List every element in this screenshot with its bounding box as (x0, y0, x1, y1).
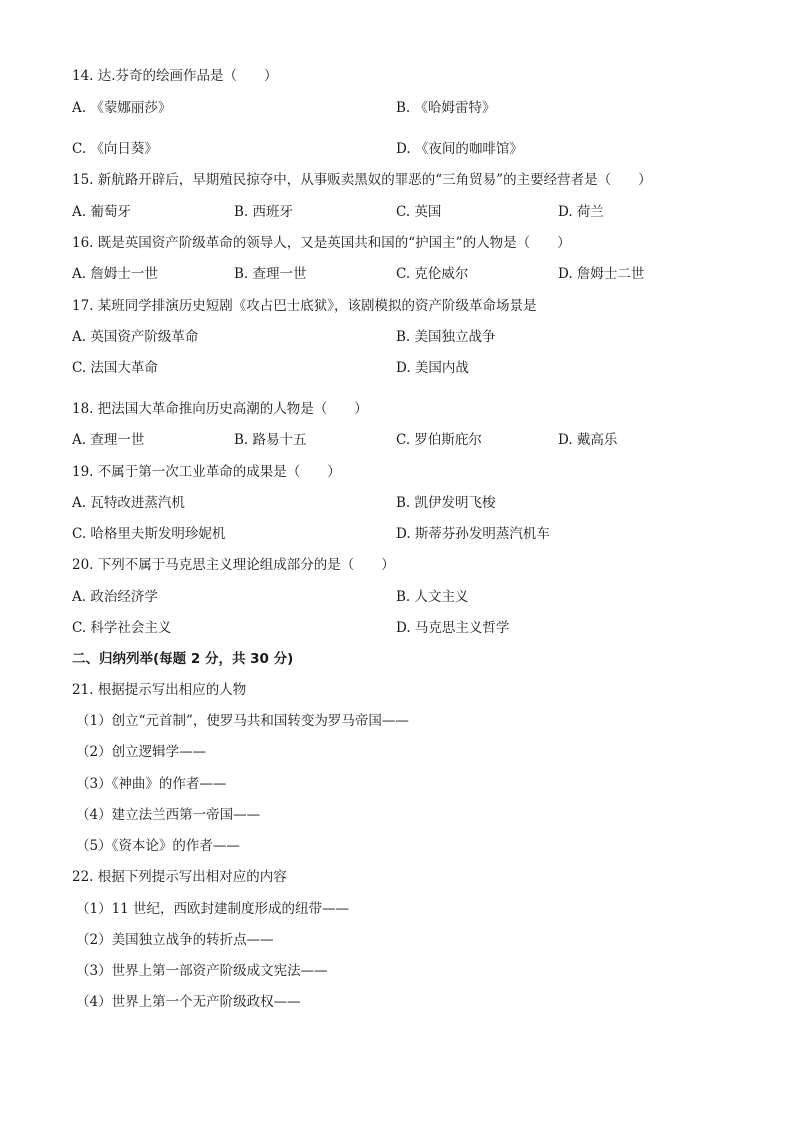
question-18-stem: 18. 把法国大革命推向历史高潮的人物是（ ） (72, 401, 368, 417)
question-21-item: （2）创立逻辑学—— (76, 744, 207, 760)
question-20-option-b: B. 人文主义 (396, 589, 469, 605)
question-18-option-a: A. 查理一世 (72, 432, 145, 448)
question-20-option-c: C. 科学社会主义 (72, 620, 172, 636)
question-22-item: （2）美国独立战争的转折点—— (76, 932, 274, 948)
question-19-option-b: B. 凯伊发明飞梭 (396, 495, 496, 511)
question-22-item: （3）世界上第一部资产阶级成文宪法—— (76, 963, 328, 979)
question-14-option-c: C. 《向日葵》 (72, 141, 158, 157)
question-15-option-c: C. 英国 (396, 204, 442, 220)
question-21-item: （5）《资本论》的作者—— (76, 838, 240, 854)
question-14-stem: 14. 达.芬奇的绘画作品是（ ） (72, 68, 278, 84)
question-16-option-c: C. 克伦威尔 (396, 266, 469, 282)
question-16-option-b: B. 查理一世 (234, 266, 307, 282)
question-16-stem: 16. 既是英国资产阶级革命的领导人，又是英国共和国的“护国主”的人物是（ ） (72, 235, 571, 251)
question-14-option-d: D. 《夜间的咖啡馆》 (396, 141, 523, 157)
question-22-item: （4）世界上第一个无产阶级政权—— (76, 994, 301, 1010)
question-19-option-a: A. 瓦特改进蒸汽机 (72, 495, 185, 511)
question-15-option-d: D. 荷兰 (558, 204, 604, 220)
question-16-option-d: D. 詹姆士二世 (558, 266, 645, 282)
question-17-option-a: A. 英国资产阶级革命 (72, 329, 199, 345)
question-21-item: （3）《神曲》的作者—— (76, 776, 227, 792)
question-17-option-d: D. 美国内战 (396, 360, 469, 376)
question-21-item: （4）建立法兰西第一帝国—— (76, 807, 261, 823)
question-16-option-a: A. 詹姆士一世 (72, 266, 158, 282)
question-17-option-b: B. 美国独立战争 (396, 329, 496, 345)
question-15-option-b: B. 西班牙 (234, 204, 294, 220)
question-22-stem: 22. 根据下列提示写出相对应的内容 (72, 869, 287, 885)
question-20-stem: 20. 下列不属于马克思主义理论组成部分的是（ ） (72, 557, 395, 573)
question-20-option-a: A. 政治经济学 (72, 589, 158, 605)
question-20-option-d: D. 马克思主义哲学 (396, 620, 510, 636)
question-19-option-d: D. 斯蒂芬孙发明蒸汽机车 (396, 526, 550, 542)
question-21-stem: 21. 根据提示写出相应的人物 (72, 682, 247, 698)
question-22-item: （1）11 世纪，西欧封建制度形成的纽带—— (76, 901, 350, 917)
question-19-option-c: C. 哈格里夫斯发明珍妮机 (72, 526, 226, 542)
question-15-stem: 15. 新航路开辟后，早期殖民掠夺中，从事贩卖黑奴的罪恶的“三角贸易”的主要经营者是（ ） (72, 172, 652, 188)
question-14-option-b: B. 《哈姆雷特》 (396, 100, 496, 116)
question-18-option-b: B. 路易十五 (234, 432, 307, 448)
question-14-option-a: A. 《蒙娜丽莎》 (72, 100, 172, 116)
question-17-stem: 17. 某班同学排演历史短剧《攻占巴士底狱》，该剧模拟的资产阶级革命场景是 (72, 298, 537, 314)
question-15-option-a: A. 葡萄牙 (72, 204, 131, 220)
question-19-stem: 19. 不属于第一次工业革命的成果是（ ） (72, 464, 341, 480)
section-2-heading: 二、归纳列举(每题 2 分，共 30 分) (72, 651, 294, 667)
question-18-option-d: D. 戴高乐 (558, 432, 618, 448)
question-17-option-c: C. 法国大革命 (72, 360, 158, 376)
question-21-item: （1）创立“元首制”，使罗马共和国转变为罗马帝国—— (76, 713, 409, 729)
question-18-option-c: C. 罗伯斯庇尔 (396, 432, 482, 448)
